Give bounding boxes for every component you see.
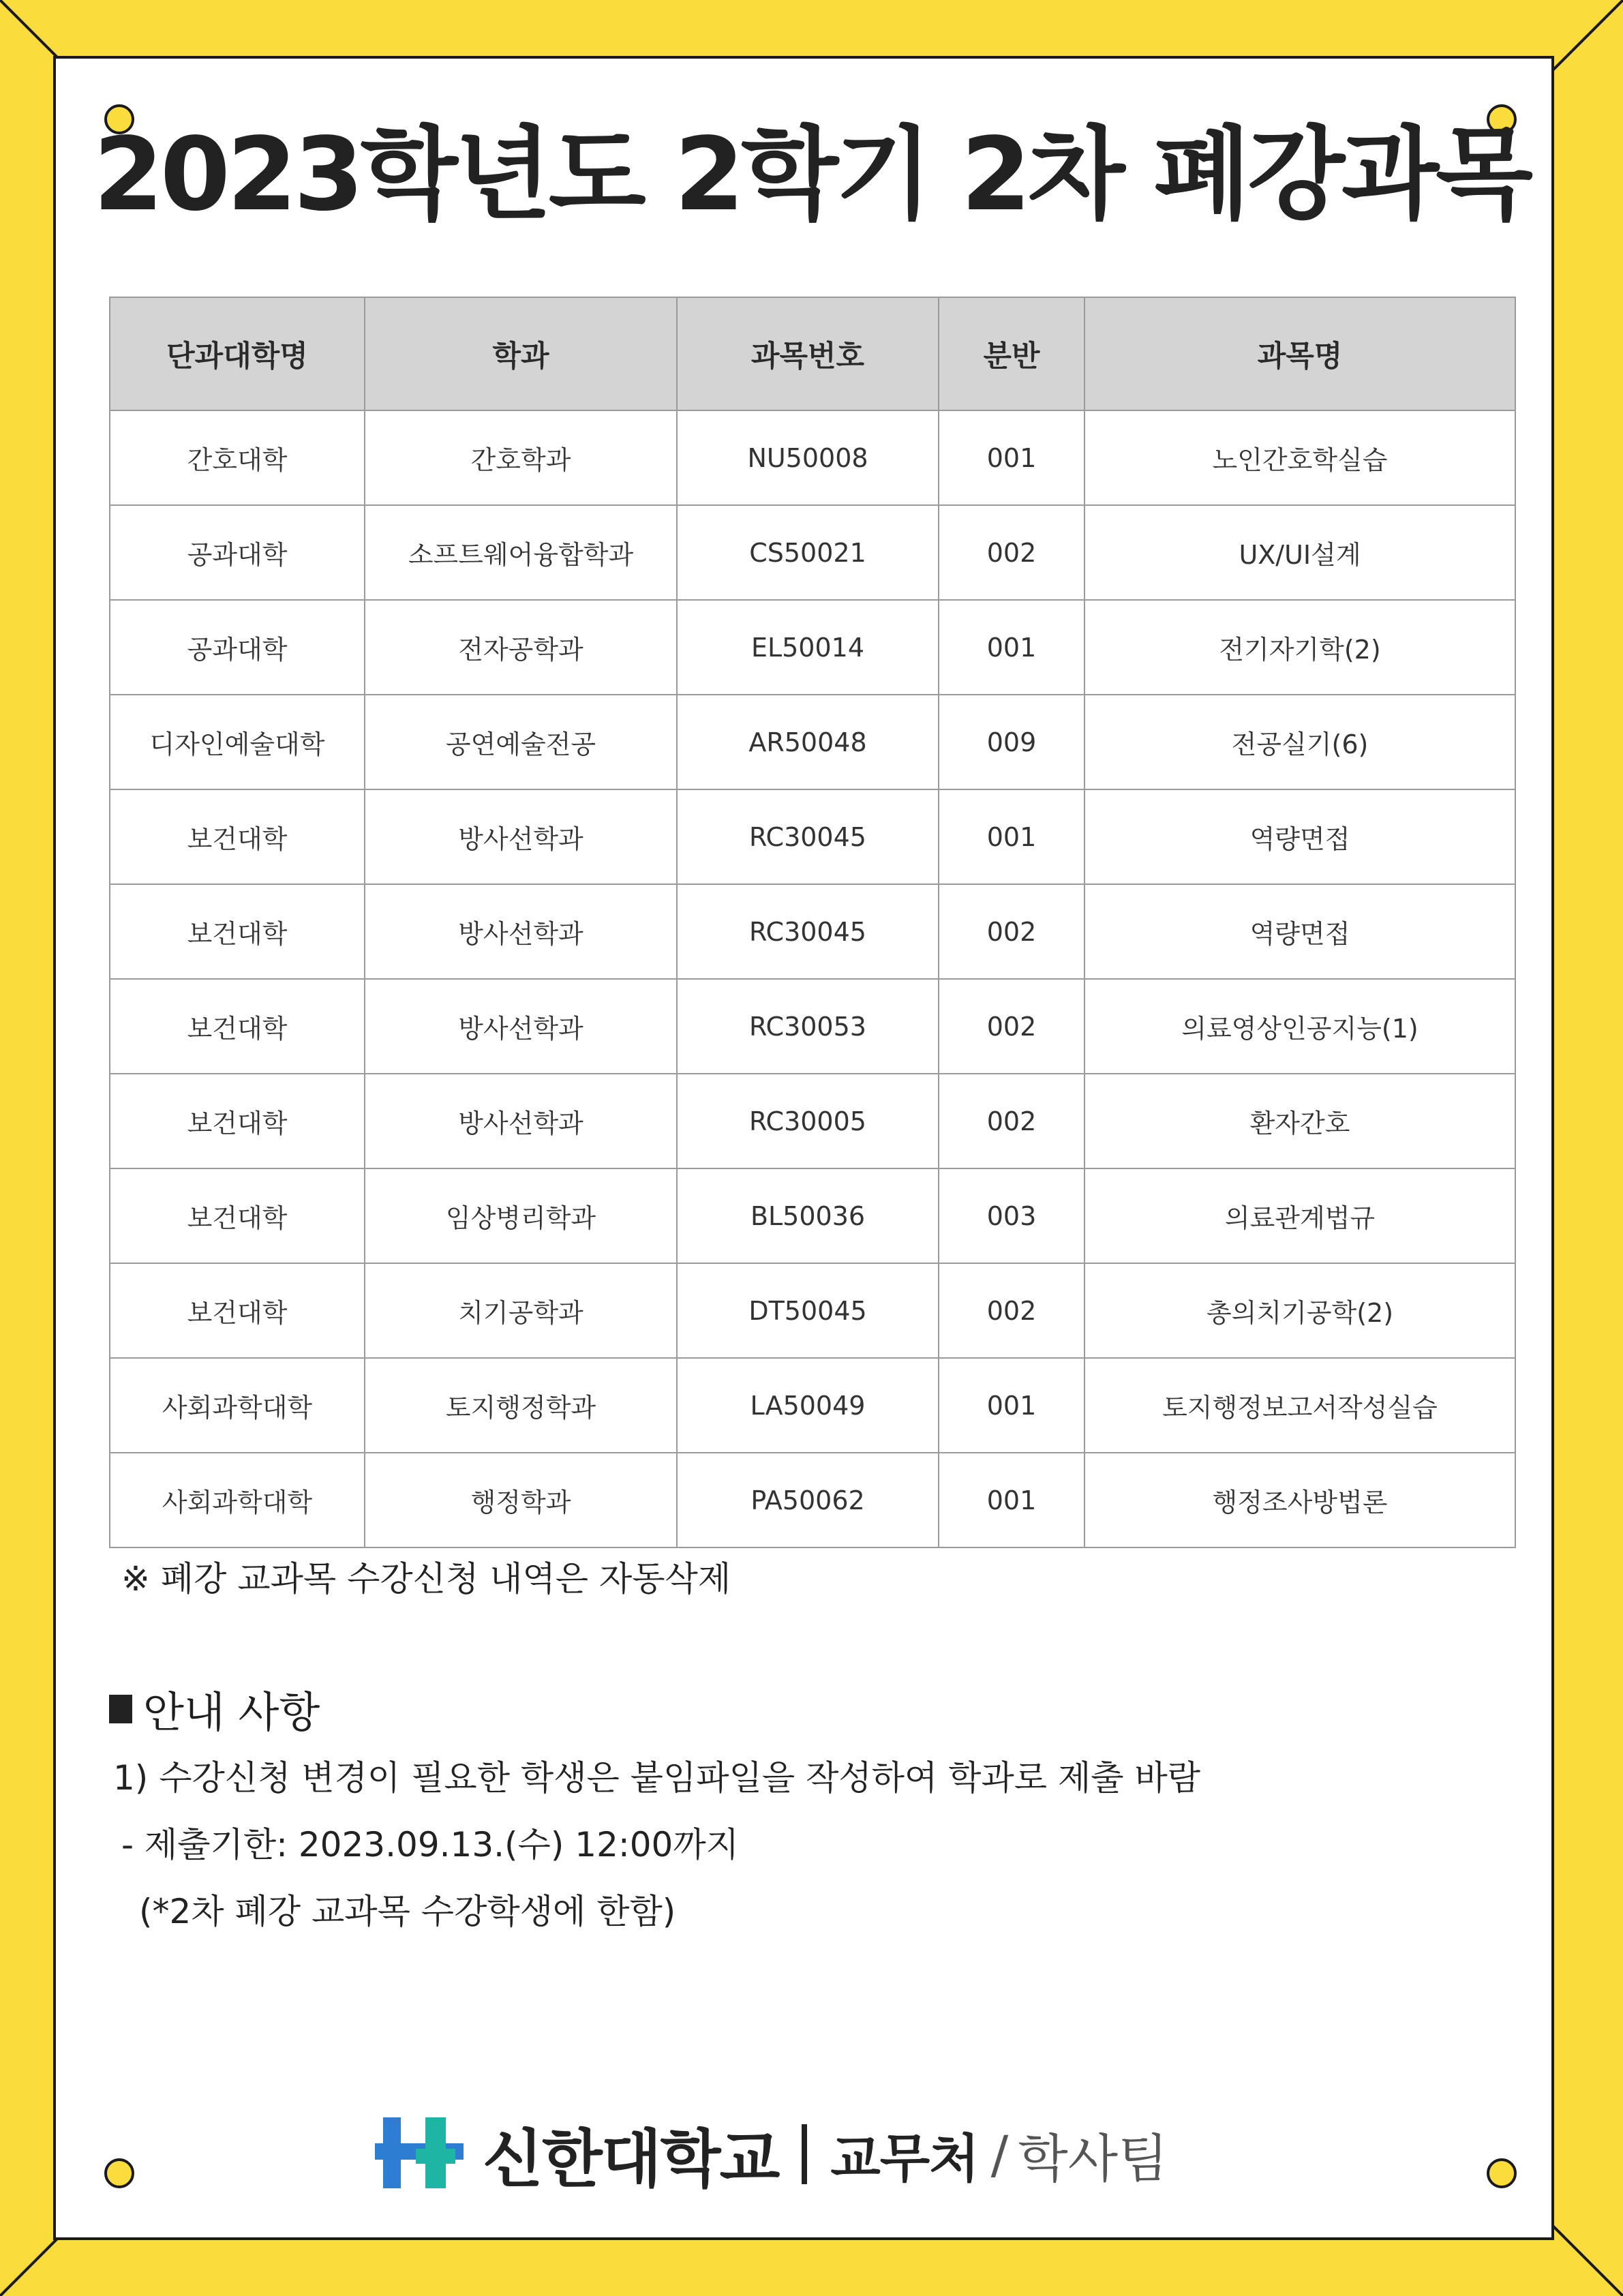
cell-section: 003 [939, 1168, 1084, 1263]
cell-course-name: 총의치기공학(2) [1084, 1263, 1515, 1358]
cell-college: 사회과학대학 [110, 1358, 365, 1453]
notice-heading-label: 안내 사항 [143, 1687, 320, 1737]
cell-department: 방사선학과 [365, 884, 677, 979]
table-row [110, 1168, 1515, 1263]
cell-department: 방사선학과 [365, 979, 677, 1074]
cell-college: 공과대학 [110, 505, 365, 600]
cell-course-name: UX/UI설계 [1084, 505, 1515, 600]
table-row [110, 1453, 1515, 1547]
cell-department: 공연예술전공 [365, 695, 677, 789]
cell-course-name: 역량면접 [1084, 884, 1515, 979]
cell-course-name: 토지행정보고서작성실습 [1084, 1358, 1515, 1453]
cell-college: 보건대학 [110, 789, 365, 884]
auto-delete-note: ※ 폐강 교과목 수강신청 내역은 자동삭제 [121, 1559, 731, 1599]
table-row [110, 979, 1515, 1074]
header-course-code: 과목번호 [677, 297, 939, 410]
header-college: 단과대학명 [110, 297, 365, 410]
cell-department: 치기공학과 [365, 1263, 677, 1358]
cell-course-code: RC30045 [677, 789, 939, 884]
cell-section: 001 [939, 789, 1084, 884]
team-name: 학사팀 [1018, 2128, 1168, 2189]
shinhan-university-logo-icon [375, 2113, 464, 2195]
cell-college: 보건대학 [110, 884, 365, 979]
cell-department: 방사선학과 [365, 789, 677, 884]
cancelled-courses-table [109, 297, 1516, 1548]
cell-department: 간호학과 [365, 410, 677, 505]
cell-section: 002 [939, 884, 1084, 979]
notice-heading [109, 1678, 320, 1739]
header-department: 학과 [365, 297, 677, 410]
footer-divider [802, 2124, 807, 2184]
cell-college: 공과대학 [110, 600, 365, 695]
cell-department: 방사선학과 [365, 1074, 677, 1168]
cell-department: 전자공학과 [365, 600, 677, 695]
cell-course-code: RC30005 [677, 1074, 939, 1168]
cell-department: 임상병리학과 [365, 1168, 677, 1263]
cell-section: 001 [939, 600, 1084, 695]
cell-section: 001 [939, 1358, 1084, 1453]
table-row [110, 600, 1515, 695]
cell-department: 행정학과 [365, 1453, 677, 1547]
cell-course-code: EL50014 [677, 600, 939, 695]
cell-department: 토지행정학과 [365, 1358, 677, 1453]
table-row [110, 789, 1515, 884]
cell-course-name: 전기자기학(2) [1084, 600, 1515, 695]
table-header-row [110, 297, 1515, 410]
cell-college: 간호대학 [110, 410, 365, 505]
cell-college: 사회과학대학 [110, 1453, 365, 1547]
table-row [110, 505, 1515, 600]
cell-college: 보건대학 [110, 1074, 365, 1168]
cell-section: 001 [939, 1453, 1084, 1547]
cell-section: 002 [939, 979, 1084, 1074]
page-title: 2023학년도 2학기 2차 폐강과목 [93, 116, 1530, 233]
cell-course-code: LA50049 [677, 1358, 939, 1453]
cell-course-code: RC30045 [677, 884, 939, 979]
cell-course-name: 의료관계법규 [1084, 1168, 1515, 1263]
header-course-name: 과목명 [1084, 297, 1515, 410]
grommet-bottom-left [104, 2158, 134, 2188]
cell-section: 002 [939, 1074, 1084, 1168]
cell-section: 009 [939, 695, 1084, 789]
table-row [110, 1263, 1515, 1358]
cell-course-name: 의료영상인공지능(1) [1084, 979, 1515, 1074]
table-row [110, 1358, 1515, 1453]
university-name: 신한대학교 [483, 2123, 779, 2196]
cell-course-code: DT50045 [677, 1263, 939, 1358]
grommet-bottom-right [1487, 2158, 1517, 2188]
cell-college: 보건대학 [110, 1263, 365, 1358]
header-section: 분반 [939, 297, 1084, 410]
cell-course-name: 환자간호 [1084, 1074, 1515, 1168]
cell-course-code: NU50008 [677, 410, 939, 505]
cell-college: 디자인예술대학 [110, 695, 365, 789]
cell-section: 002 [939, 1263, 1084, 1358]
notice-line-1: 1) 수강신청 변경이 필요한 학생은 붙임파일을 작성하여 학과로 제출 바람 [113, 1758, 1201, 1798]
office-name: 교무처 [830, 2128, 979, 2189]
table-row [110, 884, 1515, 979]
footer [375, 2113, 1275, 2195]
cell-section: 001 [939, 410, 1084, 505]
cell-course-name: 노인간호학실습 [1084, 410, 1515, 505]
cell-section: 002 [939, 505, 1084, 600]
cell-course-name: 전공실기(6) [1084, 695, 1515, 789]
notice-line-2: - 제출기한: 2023.09.13.(수) 12:00까지 [121, 1825, 739, 1864]
table-row [110, 1074, 1515, 1168]
square-bullet-icon [109, 1695, 132, 1723]
cell-college: 보건대학 [110, 1168, 365, 1263]
cell-course-name: 행정조사방법론 [1084, 1453, 1515, 1547]
cell-course-code: CS50021 [677, 505, 939, 600]
cell-course-name: 역량면접 [1084, 789, 1515, 884]
table-row [110, 695, 1515, 789]
cell-course-code: BL50036 [677, 1168, 939, 1263]
cell-department: 소프트웨어융합학과 [365, 505, 677, 600]
cell-course-code: AR50048 [677, 695, 939, 789]
cell-course-code: RC30053 [677, 979, 939, 1074]
table-row [110, 410, 1515, 505]
footer-slash: / [990, 2124, 1009, 2185]
notice-line-3: (*2차 폐강 교과목 수강학생에 한함) [139, 1892, 676, 1931]
cell-college: 보건대학 [110, 979, 365, 1074]
cell-course-code: PA50062 [677, 1453, 939, 1547]
